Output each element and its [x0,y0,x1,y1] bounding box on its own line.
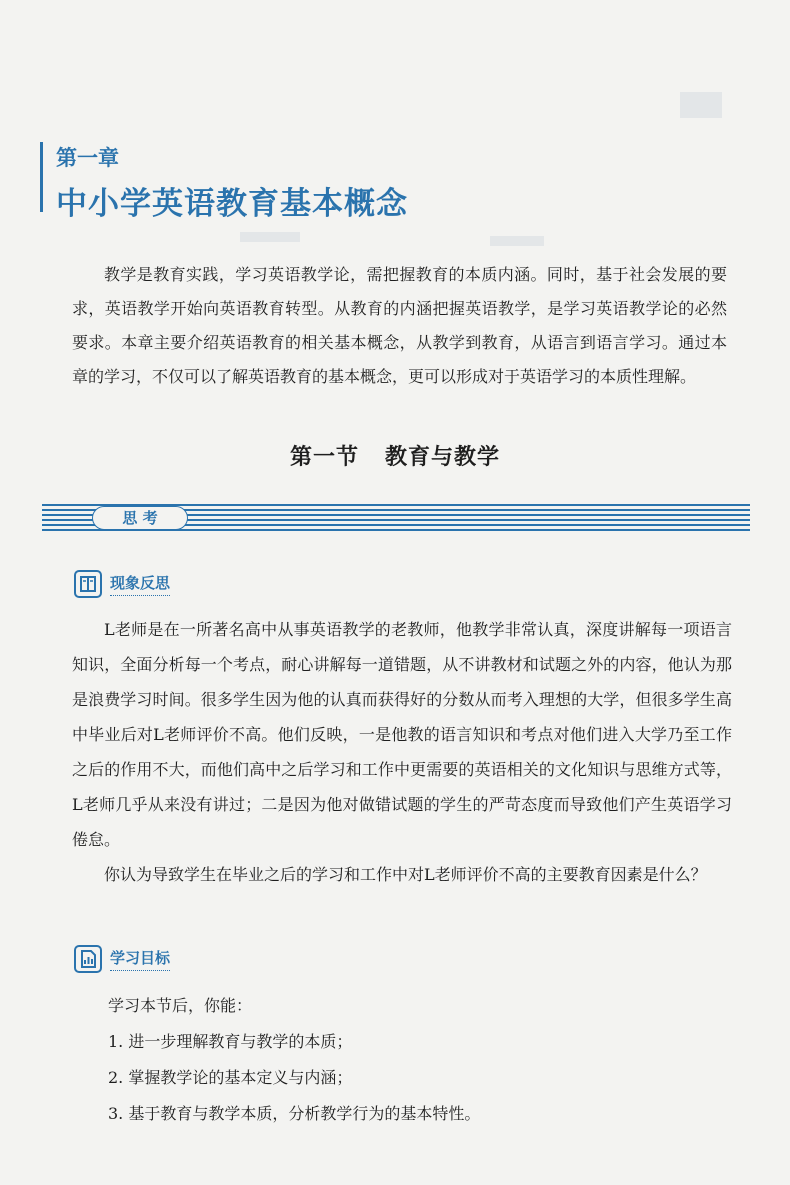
objectives-lead: 学习本节后，你能： [108,996,253,1015]
thinking-banner-label: 思 考 [92,506,188,530]
objectives-list [108,988,480,1132]
objective-item: 2. 掌握教学论的基本定义与内涵； [108,1068,353,1087]
reflection-question: 你认为导致学生在毕业之后的学习和工作中对L老师评价不高的主要教育因素是什么？ [104,865,707,884]
section-title: 教育与教学 [385,444,501,470]
section-number: 第一节 [289,444,359,470]
reflection-label: 现象反思 [110,572,170,596]
chapter-intro [72,258,727,394]
reflection-paragraph: L老师是在一所著名高中从事英语教学的老教师，他教学非常认真，深度讲解每一项语言知识，全面分析每一个考点，耐心讲解每一道错题，从不讲教材和试题之外的内容，他认为那是浪费学习时间。很多学生因为他的认真而获得好的分数从而考入理想的大学，但很多学生高中毕业后对L老师评价不高。他们反映，一是他教的语言知识和考点对他们进入大学乃至工作之后的作用不大，而他们高中之后学习和工作中更需要的英语相关的文化知识与思维方式等，L老师几乎从来没有讲过；二是因为他对做错试题的学生的严苛态度而导致他们产生英语学习倦怠。 [72,620,732,849]
reflection-heading [74,570,170,598]
chapter-label: 第一章 [56,146,119,170]
chapter-title: 中小学英语教育基本概念 [56,186,408,222]
reflection-body [72,612,732,892]
objectives-heading [74,945,170,973]
intro-paragraph: 教学是教育实践，学习英语教学论，需把握教育的本质内涵。同时，基于社会发展的要求，英语教学开始向英语教育转型。从教育的内涵把握英语教学，是学习英语教学论的必然要求。本章主要介绍英语教育的相关基本概念，从教学到教育，从语言到语言学习。通过本章的学习，不仅可以了解英语教育的基本概念，更可以形成对于英语学习的本质性理解。 [72,265,727,386]
section-heading [0,440,790,471]
objective-item: 1. 进一步理解教育与教学的本质； [108,1032,353,1051]
chart-document-icon [74,945,102,973]
bleed-through-mark [240,232,300,242]
bleed-through-mark [490,236,544,246]
objective-item: 3. 基于教育与教学本质，分析教学行为的基本特性。 [108,1104,481,1123]
bleed-through-mark [680,92,722,118]
chapter-accent-bar [40,142,43,212]
objectives-label: 学习目标 [110,947,170,971]
book-icon [74,570,102,598]
